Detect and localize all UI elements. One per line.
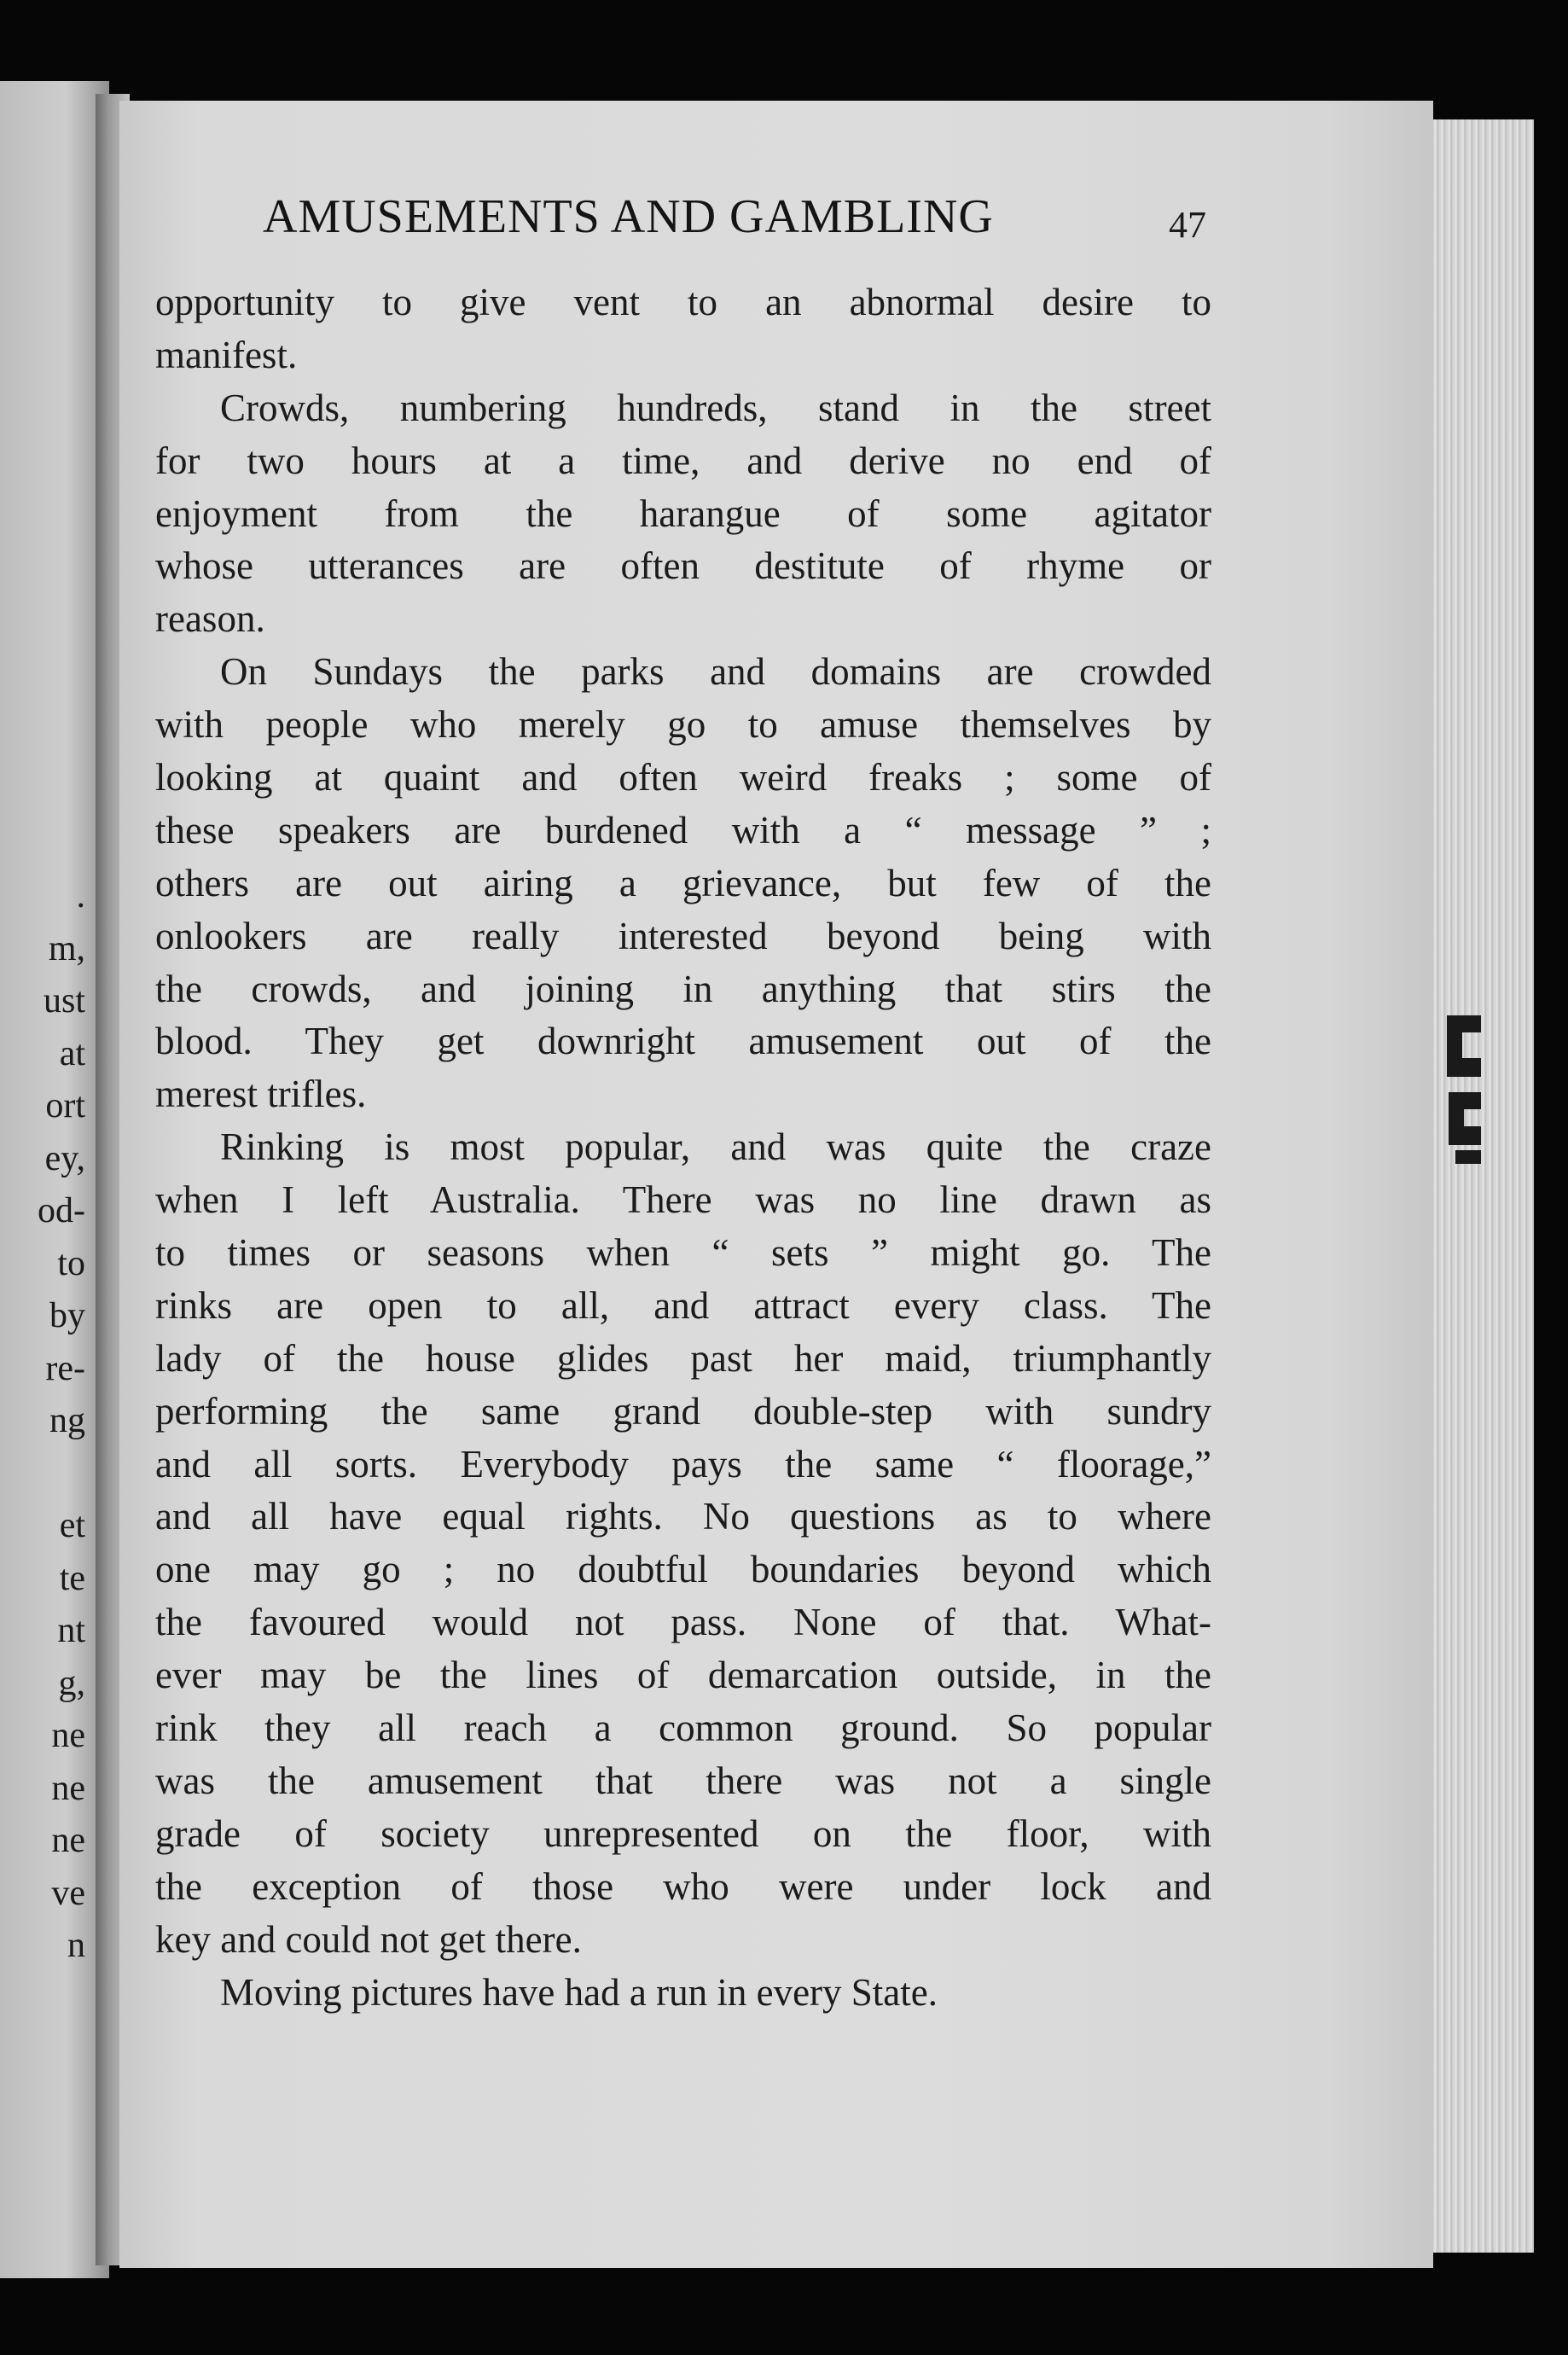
previous-page-fragment: et bbox=[59, 1506, 85, 1545]
text-line: blood. They get downright amusement out of the bbox=[155, 1020, 1211, 1063]
text-line: ever may be the lines of demarcation outside, in the bbox=[155, 1654, 1211, 1697]
text-line: manifest. bbox=[155, 333, 298, 376]
text-line: key and could not get there. bbox=[155, 1917, 582, 1961]
previous-page-fragment: m, bbox=[48, 928, 85, 968]
text-line: and all sorts. Everybody pays the same “ floorage,” bbox=[155, 1442, 1211, 1486]
previous-page-fragment: ve bbox=[51, 1873, 85, 1913]
previous-page-fragment: ne bbox=[51, 1768, 85, 1808]
text-line: grade of society unrepresented on the floor, with bbox=[155, 1811, 1211, 1855]
page-number: 47 bbox=[1169, 204, 1206, 246]
text-line: performing the same grand double-step with sundry bbox=[155, 1389, 1211, 1433]
text-line: On Sundays the parks and domains are crowded bbox=[220, 650, 1211, 694]
text-line: reason. bbox=[155, 597, 265, 641]
text-line: these speakers are burdened with a “ message ” ; bbox=[155, 808, 1211, 852]
paragraph bbox=[155, 1121, 1211, 1966]
previous-page-fragment: n bbox=[67, 1926, 85, 1965]
previous-page-fragment: ey, bbox=[44, 1138, 85, 1178]
text-line: rink they all reach a common ground. So popular bbox=[155, 1707, 1211, 1750]
previous-page-fragment: ng bbox=[49, 1401, 85, 1440]
text-line: lady of the house glides past her maid, triumphantly bbox=[155, 1336, 1211, 1380]
text-line: whose utterances are often destitute of rhyme or bbox=[155, 544, 1211, 588]
previous-page-fragment: nt bbox=[57, 1611, 85, 1650]
previous-page-fragment bbox=[0, 1448, 85, 1501]
text-line: with people who merely go to amuse themselves by bbox=[155, 703, 1211, 747]
text-line: rinks are open to all, and attract every class. The bbox=[155, 1283, 1211, 1327]
text-line: the exception of those who were under lock and bbox=[155, 1864, 1211, 1908]
paragraph bbox=[155, 646, 1211, 1121]
text-line: Moving pictures have had a run in every State. bbox=[220, 1970, 938, 2014]
page-edge-marker bbox=[1438, 998, 1490, 1169]
body-text bbox=[155, 276, 1211, 2019]
previous-page-fragment: to bbox=[57, 1243, 85, 1283]
running-head: AMUSEMENTS AND GAMBLING bbox=[263, 190, 994, 243]
text-line: when I left Australia. There was no line drawn as bbox=[155, 1178, 1211, 1222]
paragraph bbox=[155, 1967, 1211, 2020]
page-stack-edges bbox=[1433, 119, 1534, 2253]
text-line: looking at quaint and often weird freaks ; some of bbox=[155, 756, 1211, 800]
previous-page-fragment: ne bbox=[51, 1716, 85, 1755]
previous-page-text-fragments bbox=[0, 870, 85, 1973]
text-line: the favoured would not pass. None of that. What- bbox=[155, 1601, 1211, 1644]
text-line: merest trifles. bbox=[155, 1073, 367, 1116]
text-line: Rinking is most popular, and was quite the craze bbox=[220, 1125, 1211, 1169]
text-line: and all have equal rights. No questions as to where bbox=[155, 1495, 1211, 1538]
previous-page-fragment: by bbox=[49, 1296, 85, 1335]
previous-page-fragment: at bbox=[59, 1033, 85, 1073]
paragraph bbox=[155, 276, 1211, 382]
text-line: enjoyment from the harangue of some agitator bbox=[155, 491, 1211, 535]
previous-page-fragment: g, bbox=[58, 1663, 85, 1703]
text-line: one may go ; no doubtful boundaries beyond which bbox=[155, 1548, 1211, 1591]
text-line: opportunity to give vent to an abnormal desire to bbox=[155, 281, 1211, 323]
previous-page-fragment: ort bbox=[45, 1086, 85, 1125]
previous-page-fragment: ust bbox=[43, 981, 85, 1020]
text-line: the crowds, and joining in anything that stirs the bbox=[155, 967, 1211, 1010]
previous-page-fragment: . bbox=[76, 876, 85, 916]
previous-page-fragment: re- bbox=[45, 1348, 85, 1388]
text-line: others are out airing a grievance, but few of the bbox=[155, 861, 1211, 904]
paragraph bbox=[155, 382, 1211, 646]
text-line: onlookers are really interested beyond being with bbox=[155, 914, 1211, 957]
text-line: to times or seasons when “ sets ” might go. The bbox=[155, 1231, 1211, 1275]
previous-page-fragment: ne bbox=[51, 1821, 85, 1860]
previous-page-fragment: te bbox=[59, 1558, 85, 1598]
text-line: was the amusement that there was not a single bbox=[155, 1759, 1211, 1802]
previous-page-fragment: od- bbox=[38, 1191, 85, 1230]
text-line: Crowds, numbering hundreds, stand in the street bbox=[220, 386, 1211, 429]
text-line: for two hours at a time, and derive no end of bbox=[155, 439, 1211, 482]
